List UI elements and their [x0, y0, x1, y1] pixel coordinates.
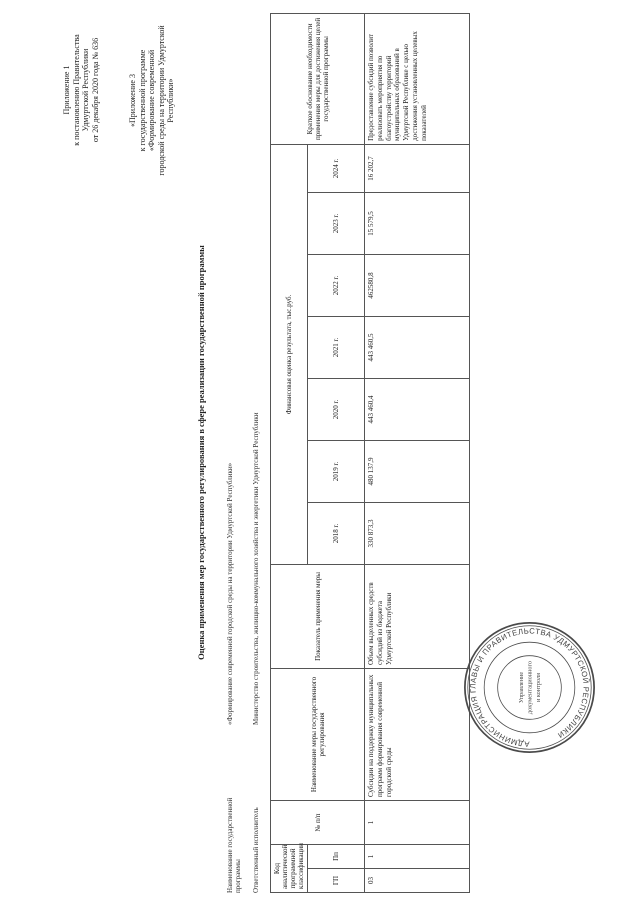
appendix-line: Удмуртской Республики — [81, 48, 91, 132]
annex-line: городской среды на территории Удмуртской — [156, 25, 166, 176]
header-year: 2023 г. — [308, 193, 365, 255]
executor-value: Министерство строительства, жилищно-коммунального хозяйства и энергетики Удмуртской Республики — [252, 412, 260, 725]
annex-line: к государственной программе — [137, 49, 147, 152]
header-year: 2024 г. — [308, 144, 365, 192]
cell-pp: 1 — [365, 845, 470, 869]
header-indicator: Показатель применения меры — [271, 565, 365, 669]
regulation-table — [270, 13, 470, 893]
header-gp: ГП — [308, 869, 365, 893]
cell-indicator: Объем выделенных средств субсидий из бюджета Удмуртской Республики — [365, 565, 470, 669]
header-year: 2019 г. — [308, 441, 365, 503]
cell-value: 462580,8 — [365, 255, 470, 317]
appendix-line: Приложение 1 — [62, 65, 71, 115]
cell-num: 1 — [365, 801, 470, 845]
program-value: «Формирование современной городской среды на территории Удмуртской Республики» — [226, 462, 234, 725]
header-row-1 — [271, 13, 308, 892]
appendix-line: от 26 декабря 2020 года № 636 — [90, 37, 100, 143]
cell-value: 16 202,7 — [365, 144, 470, 192]
cell-value: 15 579,5 — [365, 193, 470, 255]
table-row — [365, 13, 470, 892]
header-code: Код аналитической программной классификации — [271, 845, 308, 893]
seal-center-line: и контроля — [535, 672, 543, 703]
seal-center-line: Управление — [517, 671, 525, 704]
header-year: 2021 г. — [308, 317, 365, 379]
cell-value: 330 873,3 — [365, 503, 470, 565]
cell-reason: Предоставление субсидий позволит реализовать мероприятия по благоустройству территорий муниципальных образований в Удмуртской Республике с целью достижения установленных целевых показателей — [365, 13, 470, 144]
appendix-line: к постановлению Правительства — [71, 34, 81, 146]
cell-value: 443 460,4 — [365, 379, 470, 441]
header-year: 2022 г. — [308, 255, 365, 317]
seal-center-line: документационного — [526, 660, 534, 715]
official-seal-icon — [462, 620, 597, 755]
header-finance: Финансовая оценка результата, тыс.руб. — [271, 144, 308, 564]
header-name: Наименование меры государственного регулирования — [271, 669, 365, 801]
annex-block — [128, 8, 176, 193]
appendix-block — [62, 15, 100, 165]
annex-line: «Формирование современной — [147, 49, 157, 152]
cell-value: 480 137,9 — [365, 441, 470, 503]
seal-outer-text: АДМИНИСТРАЦИЯ ГЛАВЫ И ПРАВИТЕЛЬСТВА УДМУРТСКОЙ РЕСПУБЛИКИ — [468, 626, 591, 749]
annex-line: Республики» — [166, 78, 176, 123]
header-year: 2020 г. — [308, 379, 365, 441]
annex-line: «Приложение 3 — [128, 74, 137, 127]
header-pp: Пп — [308, 845, 365, 869]
header-year: 2018 г. — [308, 503, 365, 565]
header-num: № п/п — [271, 801, 365, 845]
program-label: Наименование государственной программы — [226, 797, 243, 893]
document-title: Оценка применения мер государственного регулирования в сфере реализации государственной программы — [196, 245, 206, 660]
cell-gp: 03 — [365, 869, 470, 893]
cell-value: 443 460,5 — [365, 317, 470, 379]
executor-label: Ответственный исполнитель — [252, 807, 260, 893]
header-reason: Краткое обоснование необходимости применения меры для достижения целей государственной программы — [271, 13, 365, 144]
cell-name: Субсидии на поддержку муниципальных программ формирования современной городской среды — [365, 669, 470, 801]
